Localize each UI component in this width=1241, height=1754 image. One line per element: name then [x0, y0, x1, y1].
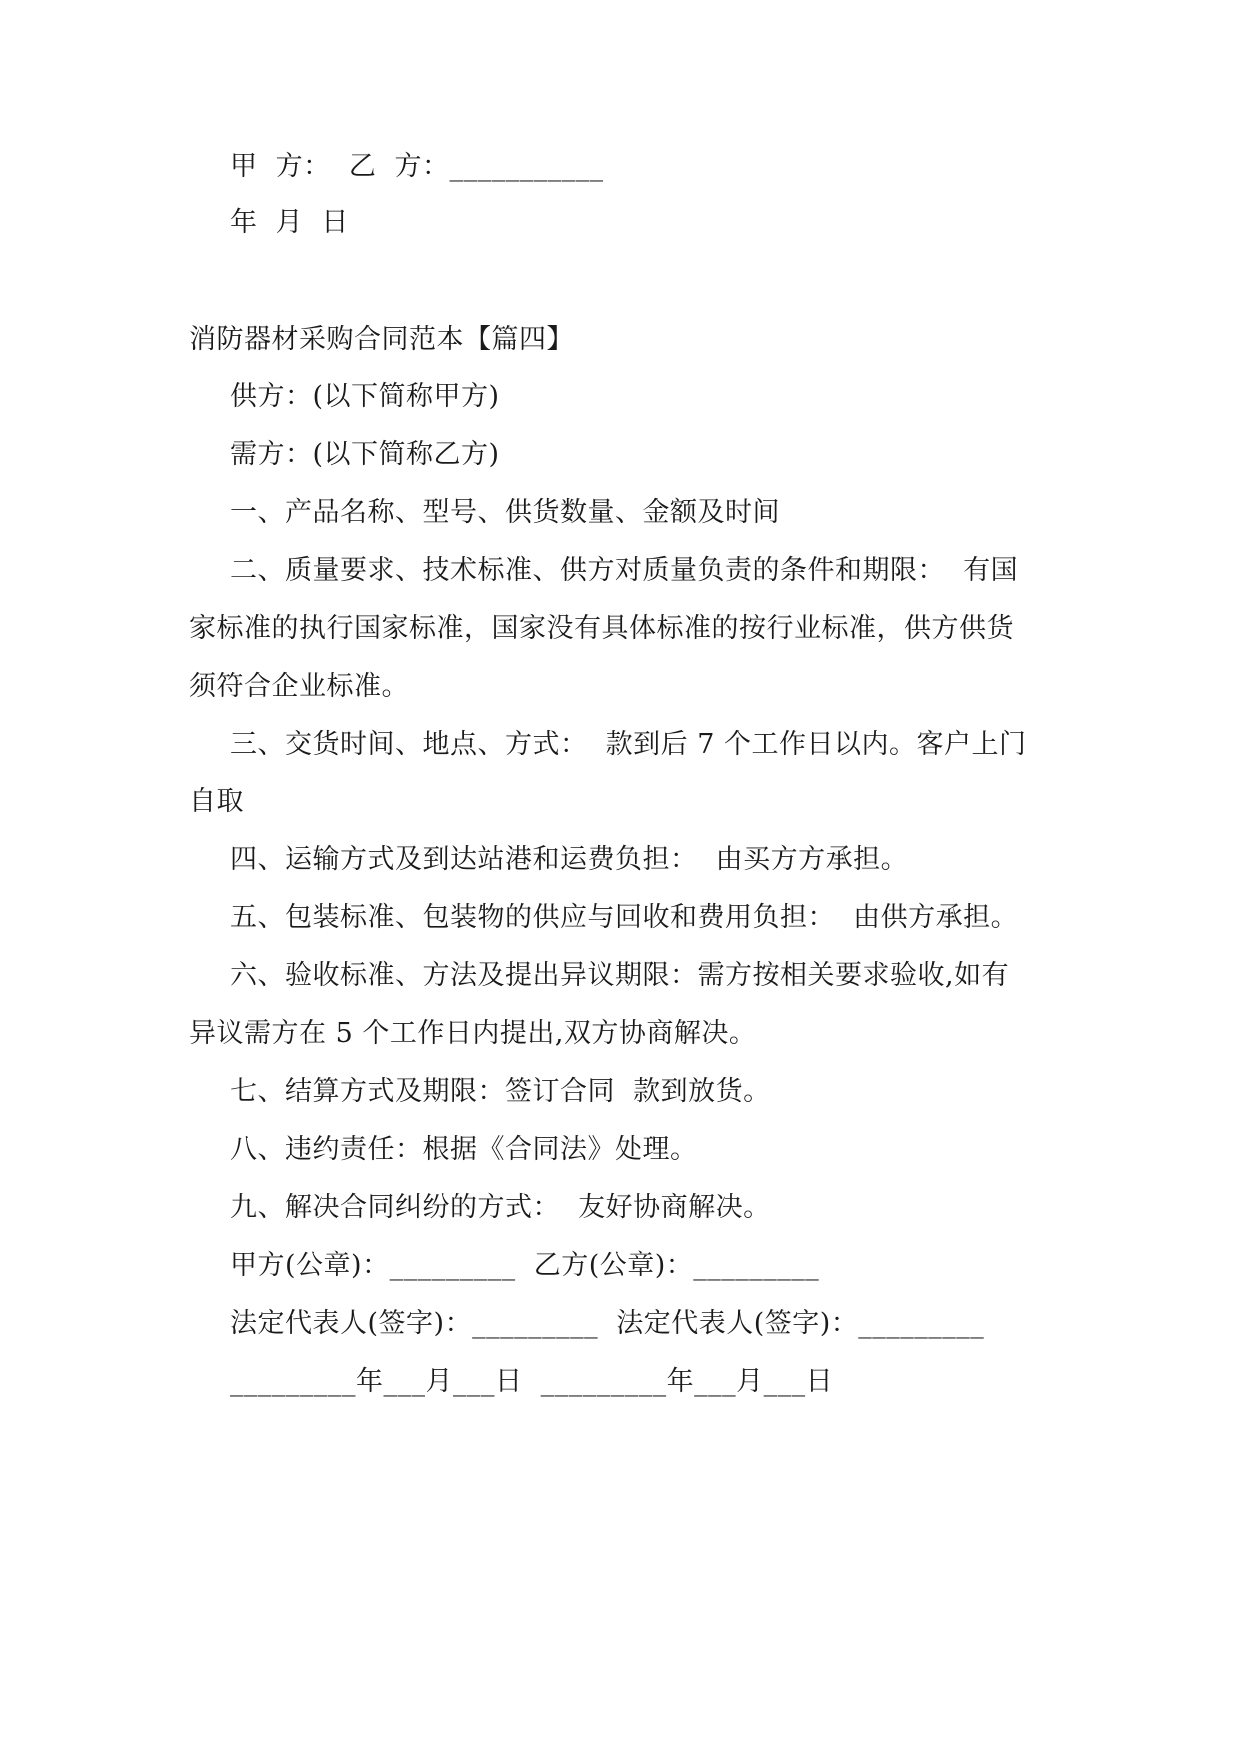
signature-date-line: _________年___月___日 _________年___月___日: [230, 1366, 834, 1397]
representative-signature-line: 法定代表人(签字)：_________ 法定代表人(签字)：_________: [230, 1308, 985, 1339]
section-title: 消防器材采购合同范本【篇四】: [189, 324, 574, 355]
clause-9: 九、解决合同纠纷的方式： 友好协商解决。: [230, 1192, 771, 1223]
buyer-line: 需方：(以下简称乙方): [230, 439, 500, 470]
party-line: 甲 方： 乙 方：___________: [230, 151, 604, 182]
clause-2-cont-1: 家标准的执行国家标准，国家没有具体标准的按行业标准，供方供货: [189, 613, 1014, 644]
clause-3: 三、交货时间、地点、方式： 款到后 7 个工作日以内。客户上门: [230, 729, 1027, 760]
clause-7: 七、结算方式及期限：签订合同 款到放货。: [230, 1076, 771, 1107]
date-line: 年 月 日: [230, 207, 349, 238]
seal-signature-line: 甲方(公章)：_________ 乙方(公章)：_________: [230, 1250, 820, 1281]
clause-8: 八、违约责任：根据《合同法》处理。: [230, 1134, 698, 1165]
clause-6-cont: 异议需方在 5 个工作日内提出,双方协商解决。: [189, 1018, 757, 1049]
clause-6: 六、验收标准、方法及提出异议期限：需方按相关要求验收,如有: [230, 960, 1010, 991]
clause-1: 一、产品名称、型号、供货数量、金额及时间: [230, 497, 780, 528]
clause-5: 五、包装标准、包装物的供应与回收和费用负担： 由供方承担。: [230, 902, 1019, 933]
clause-2: 二、质量要求、技术标准、供方对质量负责的条件和期限： 有国: [230, 555, 1019, 586]
supplier-line: 供方：(以下简称甲方): [230, 381, 500, 412]
clause-3-cont: 自取: [189, 786, 244, 817]
clause-4: 四、运输方式及到达站港和运费负担： 由买方方承担。: [230, 844, 909, 875]
clause-2-cont-2: 须符合企业标准。: [189, 671, 409, 702]
